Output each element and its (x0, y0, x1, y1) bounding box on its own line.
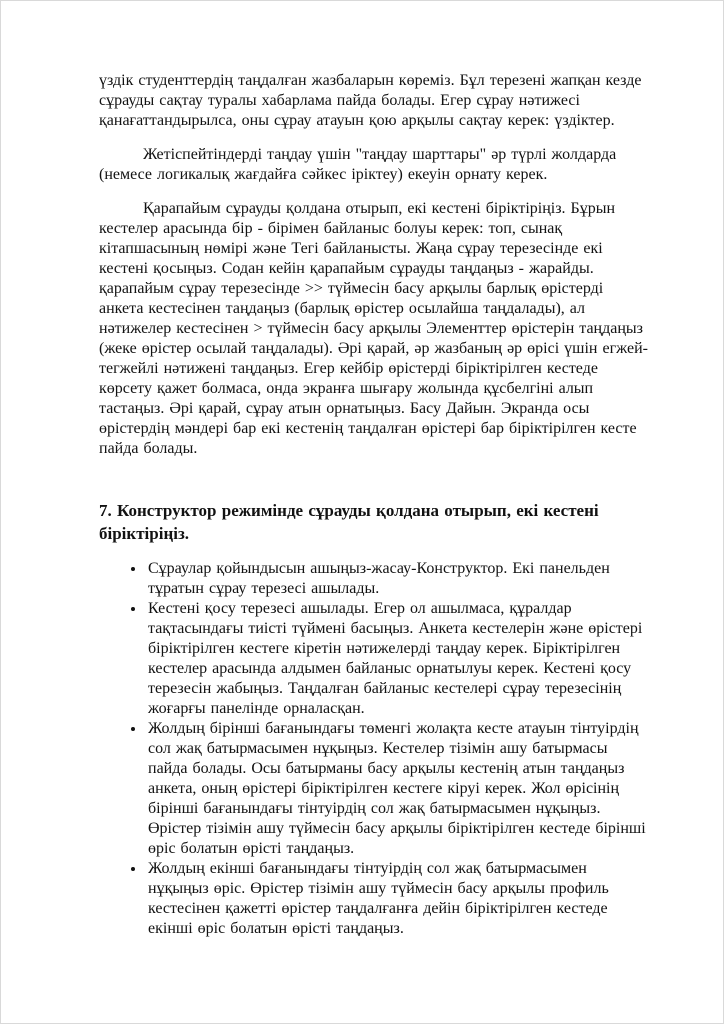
body-paragraph: Қарапайым сұрауды қолдана отырып, екі кестені біріктіріңіз. Бұрын кестелер арасында бір - бірімен байланыс болуы керек: топ, сынақ кітапшасының нөмірі және Тегі байланысты. Жаңа сұрау терезесінде екі кестені қосыңыз. Содан кейін қарапайым сұрауды таңдаңыз - жарайды. қарапайым сұрау терезесінде >> түймесін басу арқылы барлық өрістерді анкета кестесінен таңдаңыз (барлық өрістер осылайша таңдалады), ал нәтижелер кестесінен > түймесін басу арқылы Элементтер өрістерін таңдаңыз (жеке өрістер осылай таңдалады). Әрі қарай, әр жазбаның әр өрісі үшін егжей-тегжейлі нәтижені таңдаңыз. Егер кейбір өрістерді біріктірілген кестеде көрсету қажет болмаса, онда экранға шығару жолында құсбелгіні алып тастаңыз. Әрі қарай, сұрау атын орнатыңыз. Басу Дайын. Экранда осы өрістердің мәндері бар екі кестенің таңдалған өрістері бар біріктірілген кесте пайда болады. (99, 200, 648, 457)
body-paragraph-continuation: үздік студенттердің таңдалған жазбаларын көреміз. Бұл терезені жапқан кезде сұрауды сақтау туралы хабарлама пайда болады. Егер сұрау нәтижесі қанағаттандырылса, оны сұрау атауын қою арқылы сақтау керек: үздіктер. (99, 72, 642, 129)
bullet-item: • Жолдың екінші бағанындағы тінтуірдің сол жақ батырмасымен нұқыңыз өріс. Өрістер тізімін ашу түймесін басу арқылы профиль кестесінен қажетті өрістер таңдалғанға дейін біріктірілген кестеде екінші өріс болатын өрісті таңдаңыз. (146, 859, 651, 939)
bullet-list (99, 559, 651, 939)
body-paragraph: Жетіспейтіндерді таңдау үшін "таңдау шарттары" әр түрлі жолдарда (немесе логикалық жағдайға сәйкес іріктеу) екеуін орнату керек. (99, 146, 617, 183)
section-heading: 7. Конструктор режимінде сұрауды қолдана отырып, екі кестені біріктіріңіз. (99, 501, 599, 543)
bullet-item: • Кестені қосу терезесі ашылады. Егер ол ашылмаса, құралдар тақтасындағы тиісті түймені басыңыз. Анкета кестелерін және өрістері біріктірілген кестеге кіретін нәтижелерді таңдау керек. Біріктірілген кестелер арасында алдымен байланыс орнатылуы керек. Кестені қосу терезесін жабыңыз. Таңдалған байланыс кестелері сұрау терезесінің жоғарғы панелінде орналасқан. (146, 599, 651, 719)
bullet-item: • Сұраулар қойындысын ашыңыз-жасау-Конструктор. Екі панельден тұратын сұрау терезесі ашылады. (146, 559, 651, 599)
bullet-item: • Жолдың бірінші бағанындағы төменгі жолақта кесте атауын тінтуірдің сол жақ батырмасымен нұқыңыз. Кестелер тізімін ашу батырмасы пайда болады. Осы батырманы басу арқылы кестенің атын таңдаңыз анкета, оның өрістері біріктірілген кестеге кіруі керек. Жол өрісінің бірінші бағанындағы тінтуірдің сол жақ батырмасымен нұқыңыз. Өрістер тізімін ашу түймесін басу арқылы біріктірілген кестеде бірінші өріс болатын өрісті таңдаңыз. (146, 719, 651, 859)
